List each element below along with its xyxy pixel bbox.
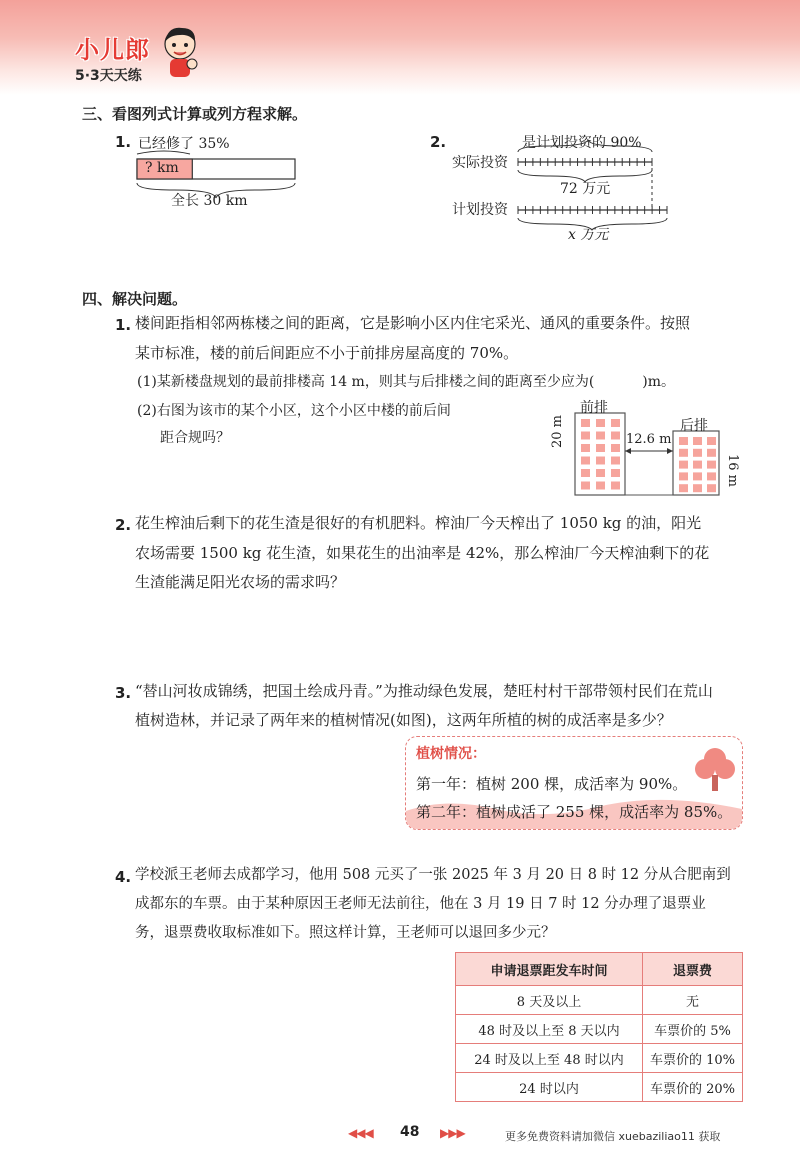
table-cell: 48 时及以上至 8 天以内: [456, 1015, 643, 1044]
s3-q1-done-label: 已经修了 35%: [138, 136, 230, 152]
table-header: 申请退票距发车时间: [456, 953, 643, 986]
window: [596, 444, 605, 452]
left-arrows-icon: ◀◀◀: [348, 1126, 373, 1140]
window: [581, 432, 590, 440]
window: [596, 432, 605, 440]
planting-box-title: 植树情况：: [416, 746, 486, 762]
window: [693, 472, 702, 480]
window: [679, 449, 688, 457]
table-header: 退票费: [643, 953, 743, 986]
window: [707, 472, 716, 480]
window: [707, 449, 716, 457]
table-cell: 24 时及以上至 48 时以内: [456, 1044, 643, 1073]
s3-q2-actual-label: 实际投资: [452, 155, 508, 171]
s4-q1-sub2-line2: 距合规吗？: [160, 430, 230, 446]
footer-note: 更多免费资料请加微信 xuebaziliao11 获取: [505, 1130, 721, 1143]
window: [581, 469, 590, 477]
window: [596, 469, 605, 477]
s4-q1-sub1-unit: )m。: [642, 374, 676, 390]
mascot-icon: [160, 24, 200, 80]
table-cell: 车票价的 10%: [643, 1044, 743, 1073]
table-cell: 无: [643, 986, 743, 1015]
window: [581, 457, 590, 465]
s4-q4-line1: 学校派王老师去成都学习，他用 508 元买了一张 2025 年 3 月 20 日 8 时 12 分从合肥南到: [135, 867, 731, 883]
s3-q2-number: 2.: [430, 133, 447, 151]
brand-logo: [75, 30, 150, 85]
table-cell: 24 时以内: [456, 1073, 643, 1102]
section3-title: 三、看图列式计算或列方程求解。: [82, 105, 308, 123]
s4-q1-number: 1.: [115, 316, 132, 334]
s4-q1-sub1-text: (1)某新楼盘规划的最前排楼高 14 m，则其与后排楼之间的距离至少应为(: [137, 374, 595, 390]
window: [581, 419, 590, 427]
window: [611, 444, 620, 452]
s3-q2-plan-label: 计划投资: [452, 202, 508, 218]
s3-q1-total-label: 全长 30 km: [171, 193, 248, 209]
refund-fee-table: [455, 952, 743, 1102]
s4-q4-number: 4.: [115, 868, 132, 886]
right-arrows-icon: ▶▶▶: [440, 1126, 465, 1140]
window: [707, 437, 716, 445]
window: [596, 457, 605, 465]
s4-q1-line1: 楼间距指相邻两栋楼之间的距离，它是影响小区内住宅采光、通风的重要条件。按照: [135, 314, 691, 332]
table-header-row: [456, 953, 743, 986]
window: [693, 461, 702, 469]
planting-year2: 第二年：植树成活了 255 棵，成活率为 85%。: [416, 803, 733, 821]
s3-q2-plan-amount: x 万元: [568, 227, 609, 243]
table-row: [456, 1044, 743, 1073]
window: [581, 482, 590, 490]
s4-q2-line3: 生渣能满足阳光农场的需求吗？: [135, 573, 346, 591]
back-row-label: 后排: [680, 418, 708, 434]
s4-q3-line1: “替山河妆成锦绣，把国土绘成丹青。”为推动绿色发展，楚旺村村干部带领村民们在荒山: [135, 682, 713, 700]
page-number: 48: [400, 1124, 420, 1140]
s3-q2-top-label: 是计划投资的 90%: [522, 135, 642, 151]
planting-info-box: [405, 736, 743, 830]
s3-q1-segment-label: ? km: [145, 160, 179, 176]
window: [707, 461, 716, 469]
s4-q3-line2: 植树造林，并记录了两年来的植树情况(如图)，这两年所植的树的成活率是多少？: [135, 711, 672, 729]
planting-year1: 第一年：植树 200 棵，成活率为 90%。: [416, 775, 688, 793]
back-height-label: 16 m: [725, 454, 740, 488]
s4-q2-line2: 农场需要 1500 kg 花生渣，如果花生的出油率是 42%，那么榨油厂今天榨油剩下的花: [135, 544, 710, 562]
table-cell: 车票价的 5%: [643, 1015, 743, 1044]
window: [693, 437, 702, 445]
window: [693, 484, 702, 492]
front-height-label: 20 m: [550, 414, 565, 448]
series-title: 5·3天天练: [75, 68, 142, 84]
window: [596, 482, 605, 490]
window: [693, 449, 702, 457]
window: [679, 484, 688, 492]
s4-q4-line2: 成都东的车票。由于某种原因王老师无法前往，他在 3 月 19 日 7 时 12 分办理了退票业: [135, 896, 706, 912]
window: [611, 432, 620, 440]
s4-q1-sub1: [137, 367, 675, 397]
s3-q2-actual-amount: 72 万元: [560, 181, 611, 197]
section4-title: 四、解决问题。: [82, 290, 188, 308]
tree-icon: [694, 745, 736, 795]
s4-q2-number: 2.: [115, 516, 132, 534]
table-row: [456, 1015, 743, 1044]
window: [707, 484, 716, 492]
window: [611, 419, 620, 427]
window: [679, 437, 688, 445]
s4-q1-sub2-line1: (2)右图为该市的某个小区，这个小区中楼的前后间: [137, 403, 451, 419]
s4-q1-line2: 某市标准，楼的前后间距应不小于前排房屋高度的 70%。: [135, 344, 519, 362]
window: [611, 457, 620, 465]
table-cell: 8 天及以上: [456, 986, 643, 1015]
gap-label: 12.6 m: [626, 432, 672, 447]
s4-q2-line1: 花生榨油后剩下的花生渣是很好的有机肥料。榨油厂今天榨出了 1050 kg 的油，阳光: [135, 514, 702, 532]
brand-title: 小儿郎: [75, 36, 150, 64]
window: [581, 444, 590, 452]
s4-q3-number: 3.: [115, 684, 132, 702]
window: [679, 461, 688, 469]
table-row: [456, 1073, 743, 1102]
window: [679, 472, 688, 480]
window: [596, 419, 605, 427]
front-row-label: 前排: [580, 400, 608, 416]
window: [611, 469, 620, 477]
s3-q1-number: 1.: [115, 133, 132, 151]
window: [611, 482, 620, 490]
table-cell: 车票价的 20%: [643, 1073, 743, 1102]
s4-q4-line3: 务，退票费收取标准如下。照这样计算，王老师可以退回多少元？: [135, 925, 556, 941]
table-row: [456, 986, 743, 1015]
